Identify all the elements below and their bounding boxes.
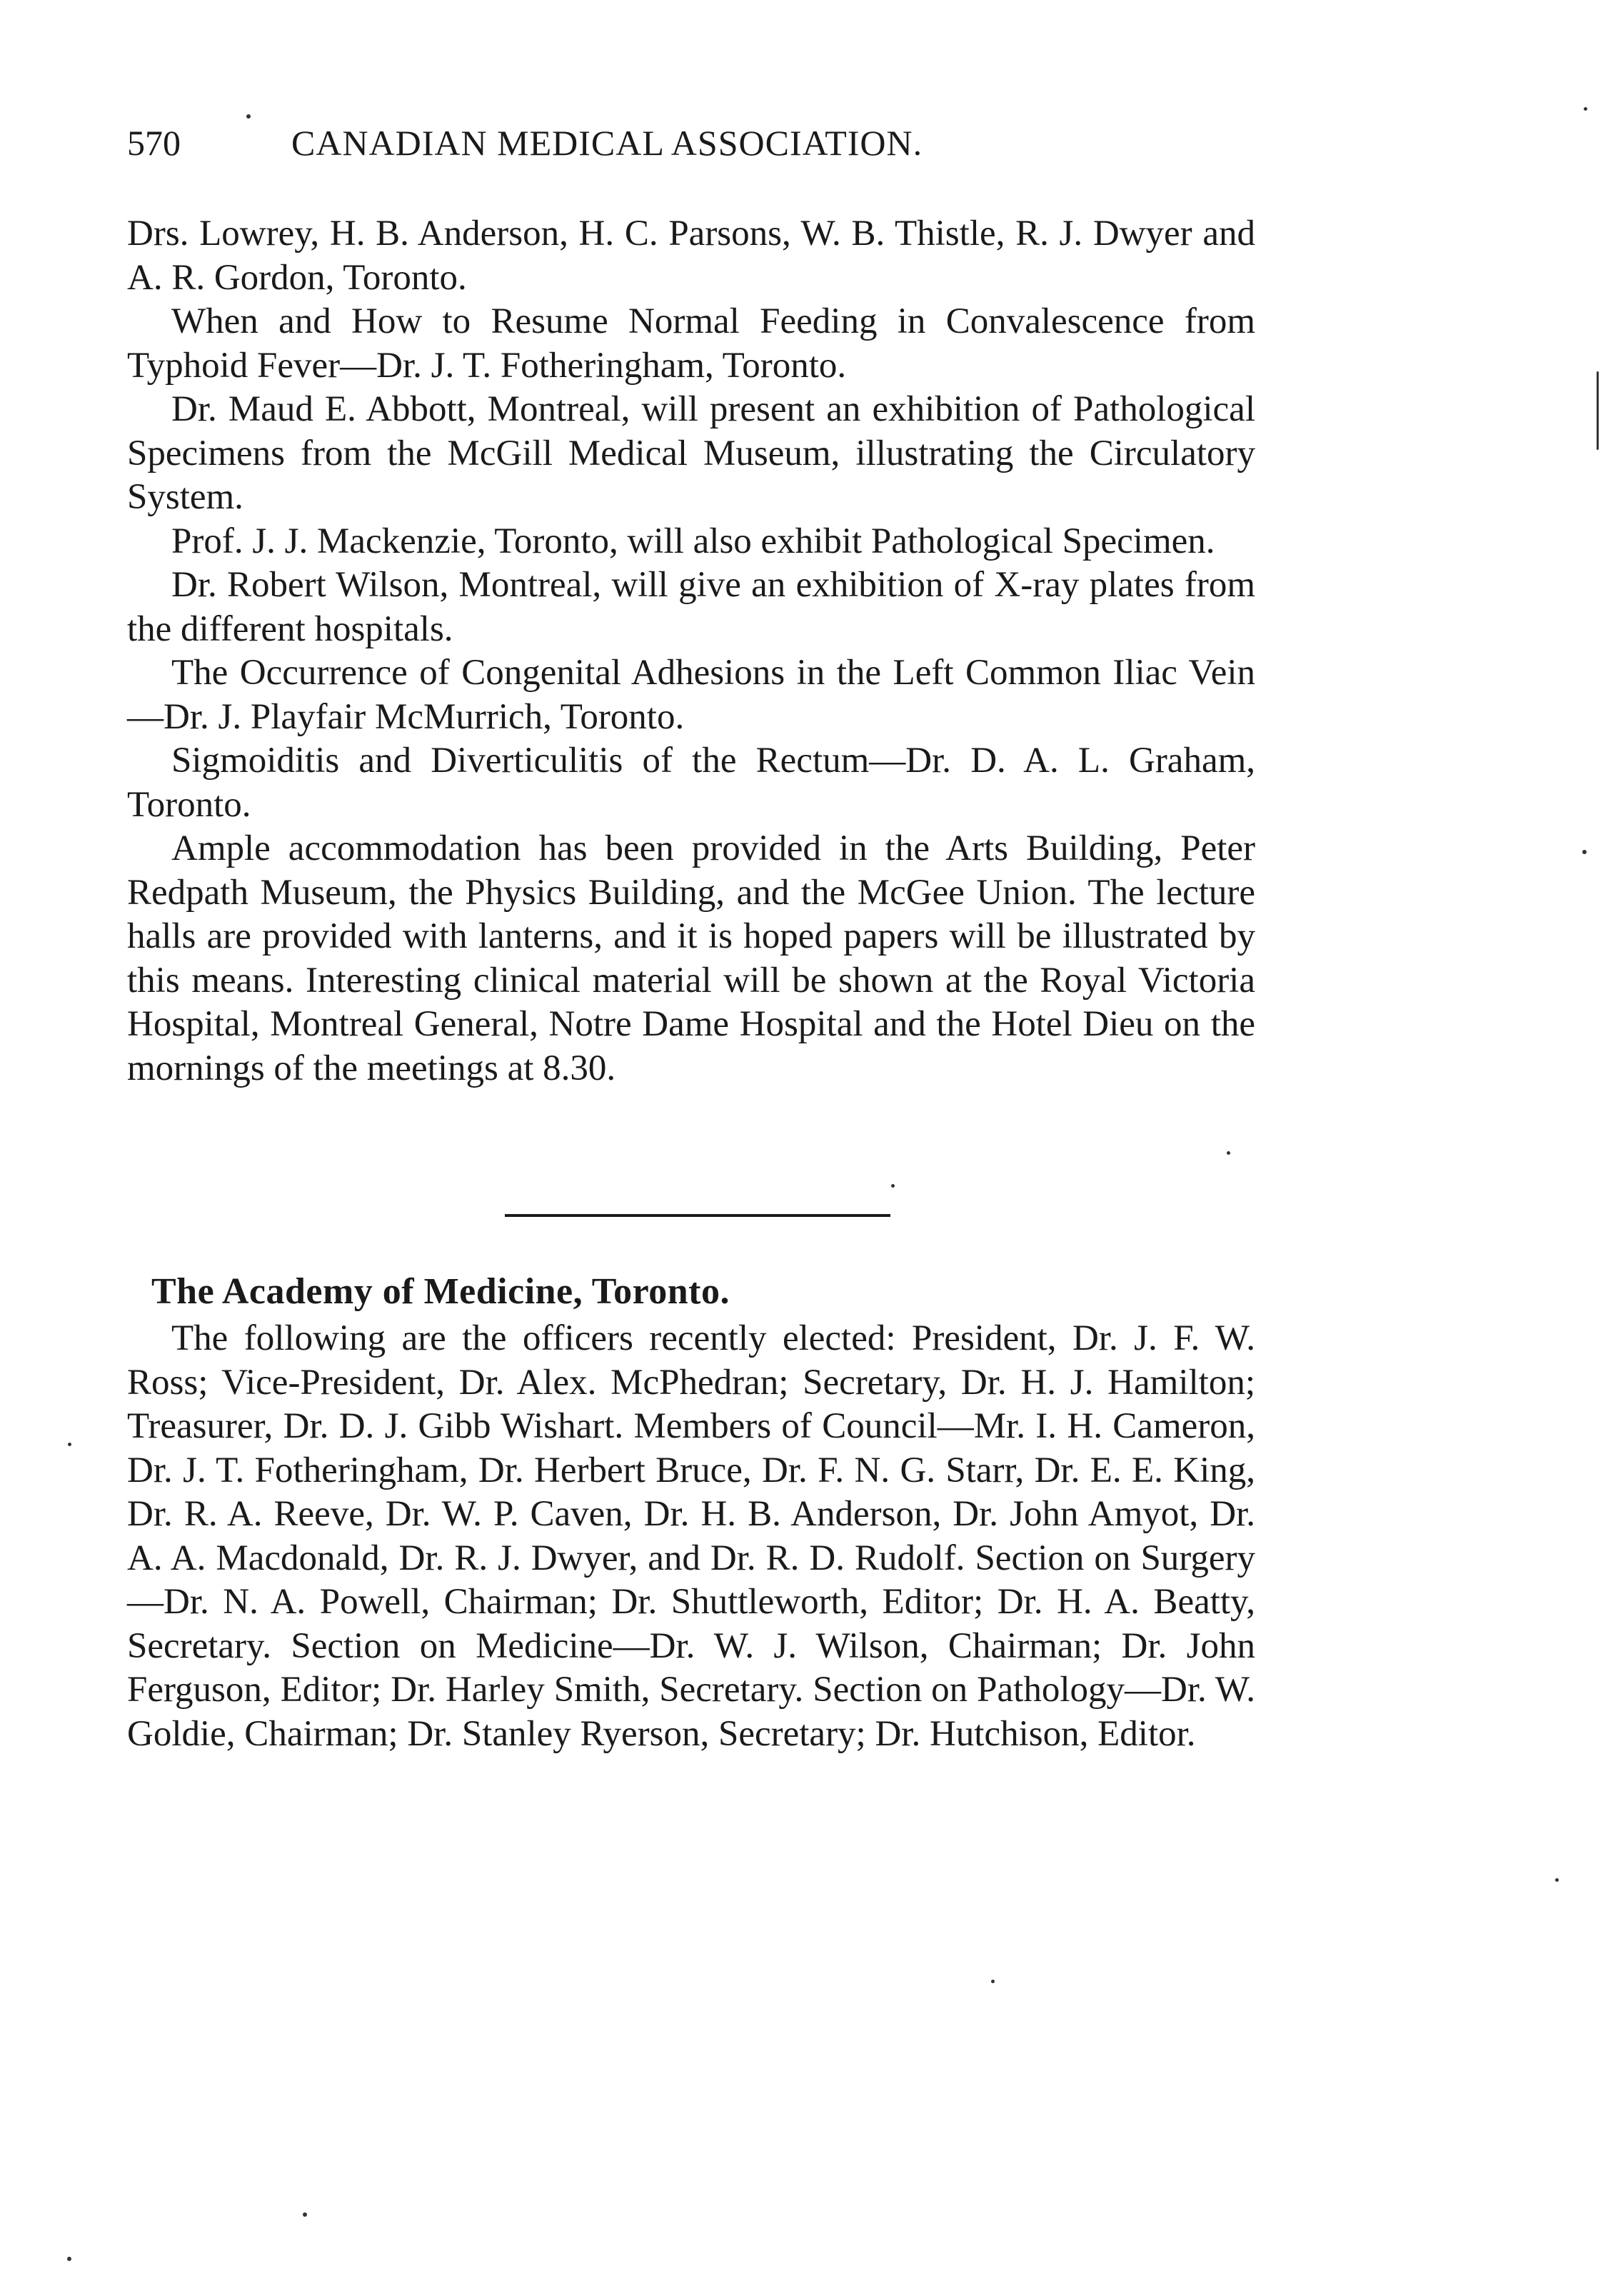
scan-speck bbox=[1582, 850, 1587, 854]
programme-paragraph: Dr. Robert Wilson, Montreal, will give an exhibition of X-ray plates from the different hospitals. bbox=[127, 565, 1255, 649]
programme-paragraph: Sigmoiditis and Diverticulitis of the Rectum—Dr. D. A. L. Graham, Toronto. bbox=[127, 741, 1255, 825]
scan-speck bbox=[1597, 371, 1599, 450]
programme-paragraph: Drs. Lowrey, H. B. Anderson, H. C. Parsons, W. B. Thistle, R. J. Dwyer and A. R. Gordon, Toronto. bbox=[127, 214, 1255, 298]
scan-speck bbox=[1555, 1878, 1559, 1882]
scan-speck bbox=[1584, 107, 1587, 111]
scan-speck bbox=[991, 1980, 995, 1983]
running-title: CANADIAN MEDICAL ASSOCIATION. bbox=[291, 123, 923, 163]
programme-paragraph: Dr. Maud E. Abbott, Montreal, will present an exhibition of Pathological Specimens from the McGill Medical Museum, illustrating the Circulatory System. bbox=[127, 389, 1255, 517]
scan-speck bbox=[891, 1184, 895, 1188]
page-number: 570 bbox=[127, 123, 181, 163]
scan-speck bbox=[68, 1443, 71, 1446]
programme-paragraph: Prof. J. J. Mackenzie, Toronto, will also exhibit Pathological Specimen. bbox=[171, 521, 1215, 561]
scan-speck bbox=[67, 2257, 71, 2261]
scan-speck bbox=[1227, 1151, 1230, 1155]
scan-speck bbox=[303, 2212, 307, 2217]
page-header bbox=[127, 121, 1241, 164]
programme-section bbox=[127, 212, 1255, 1091]
programme-paragraph: The Occurrence of Congenital Adhesions in the Left Common Iliac Vein—Dr. J. Playfair McMurrich, Toronto. bbox=[127, 653, 1255, 737]
academy-paragraph: The following are the officers recently elected: President, Dr. J. F. W. Ross; Vice-President, Dr. Alex. McPhedran; Secretary, Dr. H. J. Hamilton; Treasurer, Dr. D. J. Gibb Wishart. Members of Council—Mr. I. H. Cameron, Dr. J. T. Fotheringham, Dr. Herbert Bruce, Dr. F. N. G. Starr, Dr. E. E. King, Dr. R. A. Reeve, Dr. W. P. Caven, Dr. H. B. Anderson, Dr. John Amyot, Dr. A. A. Macdonald, Dr. R. J. Dwyer, and Dr. R. D. Rudolf. Section on Surgery—Dr. N. A. Powell, Chairman; Dr. Shuttleworth, Editor; Dr. H. A. Beatty, Secretary. Section on Medicine—Dr. W. J. Wilson, Chairman; Dr. John Ferguson, Editor; Dr. Harley Smith, Secretary. Section on Pathology—Dr. W. Goldie, Chairman; Dr. Stanley Ryerson, Secretary; Dr. Hutchison, Editor. bbox=[127, 1318, 1255, 1754]
programme-paragraph: Ample accommodation has been provided in the Arts Building, Peter Redpath Museum, the Physics Building, and the McGee Union. The lecture halls are provided with lanterns, and it is hoped papers will be illustrated by this means. Interesting clinical material will be shown at the Royal Victoria Hospital, Montreal General, Notre Dame Hospital and the Hotel Dieu on the mornings of the meetings at 8.30. bbox=[127, 828, 1255, 1088]
academy-section bbox=[127, 1317, 1255, 1756]
scan-speck bbox=[246, 114, 251, 119]
section-heading: The Academy of Medicine, Toronto. bbox=[151, 1271, 730, 1312]
programme-paragraph: When and How to Resume Normal Feeding in Convalescence from Typhoid Fever—Dr. J. T. Fotheringham, Toronto. bbox=[127, 301, 1255, 386]
section-divider bbox=[505, 1214, 890, 1217]
